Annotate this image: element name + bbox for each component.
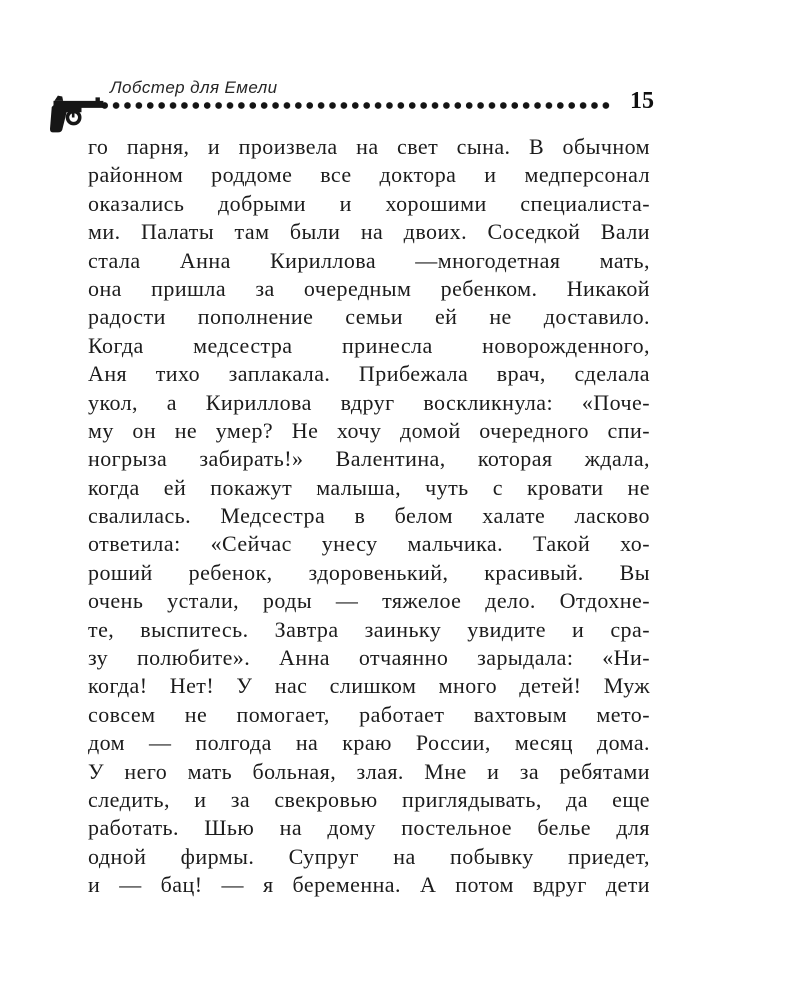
dotted-rule (99, 102, 612, 109)
body-text-line: радости пополнение семьи ей не доставило. (88, 304, 650, 330)
body-text-line: совсем не помогает, работает вахтовым мето- (88, 701, 650, 727)
body-text-line: и — бац! — я беременна. А потом вдруг дети (88, 872, 650, 898)
body-text (88, 133, 650, 900)
body-text-line: роший ребенок, здоровенький, красивый. Вы (88, 559, 650, 585)
body-text-line: му он не умер? Не хочу домой очередного спи- (88, 417, 650, 443)
body-text-line: очень устали, роды — тяжелое дело. Отдохне- (88, 588, 650, 614)
body-text-line: ответила: «Сейчас унесу мальчика. Такой хо- (88, 531, 650, 557)
page-number: 15 (630, 88, 654, 114)
body-text-line: Аня тихо заплакала. Прибежала врач, сделала (88, 361, 650, 387)
body-text-line: когда ей покажут малыша, чуть с кровати не (88, 474, 650, 500)
body-text-line: ногрыза забирать!» Валентина, которая ждала, (88, 446, 650, 472)
body-text-line: она пришла за очередным ребенком. Никакой (88, 275, 650, 301)
body-text-line: работать. Шью на дому постельное белье для (88, 815, 650, 841)
body-text-line: Когда медсестра принесла новорожденного, (88, 332, 650, 358)
body-text-line: дом — полгода на краю России, месяц дома. (88, 730, 650, 756)
body-text-line: оказались добрыми и хорошими специалиста- (88, 190, 650, 216)
body-text-line: районном роддоме все доктора и медперсонал (88, 162, 650, 188)
body-text-line: следить, и за свекровью приглядывать, да еще (88, 786, 650, 812)
body-text-line: зу полюбите». Анна отчаянно зарыдала: «Ни- (88, 645, 650, 671)
body-text-line: одной фирмы. Супруг на побывку приедет, (88, 843, 650, 869)
body-text-line: ми. Палаты там были на двоих. Соседкой Вали (88, 219, 650, 245)
body-text-line: свалилась. Медсестра в белом халате ласково (88, 503, 650, 529)
revolver-icon (50, 93, 106, 135)
body-text-line: те, выспитесь. Завтра заиньку увидите и сра- (88, 616, 650, 642)
running-title: Лобстер для Емели (110, 78, 278, 97)
body-text-line: когда! Нет! У нас слишком много детей! Муж (88, 673, 650, 699)
body-text-line: укол, а Кириллова вдруг воскликнула: «Поче- (88, 389, 650, 415)
body-text-line: го парня, и произвела на свет сына. В обычном (88, 134, 650, 159)
body-text-line: У него мать больная, злая. Мне и за ребятами (88, 758, 650, 784)
body-text-line: стала Анна Кириллова —многодетная мать, (88, 247, 650, 273)
